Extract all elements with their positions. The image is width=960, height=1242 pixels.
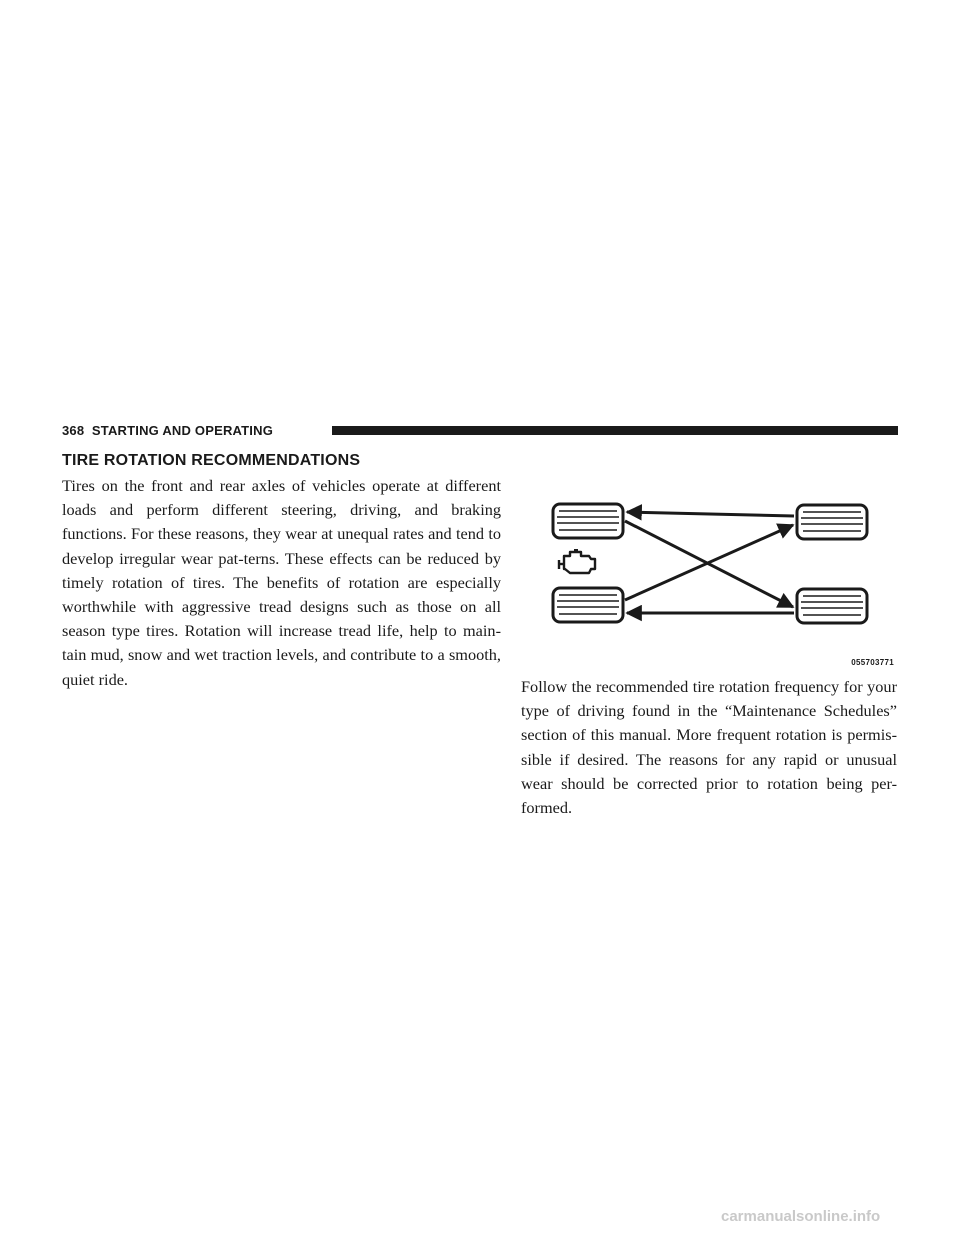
watermark: carmanualsonline.info — [721, 1208, 881, 1225]
page-number: 368 — [62, 423, 85, 438]
paragraph-rotation-frequency: Follow the recommended tire rotation frequency for your type of driving found in the “Maintenance Schedules” section of this manual. More frequent rotation is permis-sible if desired. The reasons for any rapid or unusual wear should be corrected prior to rotation being per-formed. — [521, 677, 897, 818]
page-header — [62, 421, 898, 441]
tire-rear-left — [553, 588, 623, 622]
arrow-front-right-to-front-left — [627, 512, 794, 516]
figure-id-label: 055703771 — [851, 658, 894, 667]
page-header-label — [62, 423, 273, 438]
tire-front-right — [797, 505, 867, 539]
header-rule — [332, 426, 898, 435]
section-name: STARTING AND OPERATING — [91, 423, 274, 438]
tire-front-left — [553, 504, 623, 538]
tire-rotation-diagram — [521, 476, 898, 671]
tire-rear-right — [797, 589, 867, 623]
engine-icon — [559, 550, 595, 573]
arrow-rear-left-to-front-right — [625, 525, 793, 600]
section-title: TIRE ROTATION RECOMMENDATIONS — [62, 452, 361, 469]
paragraph-tire-wear: Tires on the front and rear axles of vehicles operate at different loads and perform different steering, driving, and braking functions. For these reasons, they wear at unequal rates and tend to develop irregular wear pat-terns. These effects can be reduced by timely rotation of tires. The benefits of rotation are especially worthwhile with aggressive tread designs such as those on all season type tires. Rotation will increase tread life, help to main-tain mud, snow and wet traction levels, and contribute to a smooth, quiet ride. — [62, 476, 501, 689]
